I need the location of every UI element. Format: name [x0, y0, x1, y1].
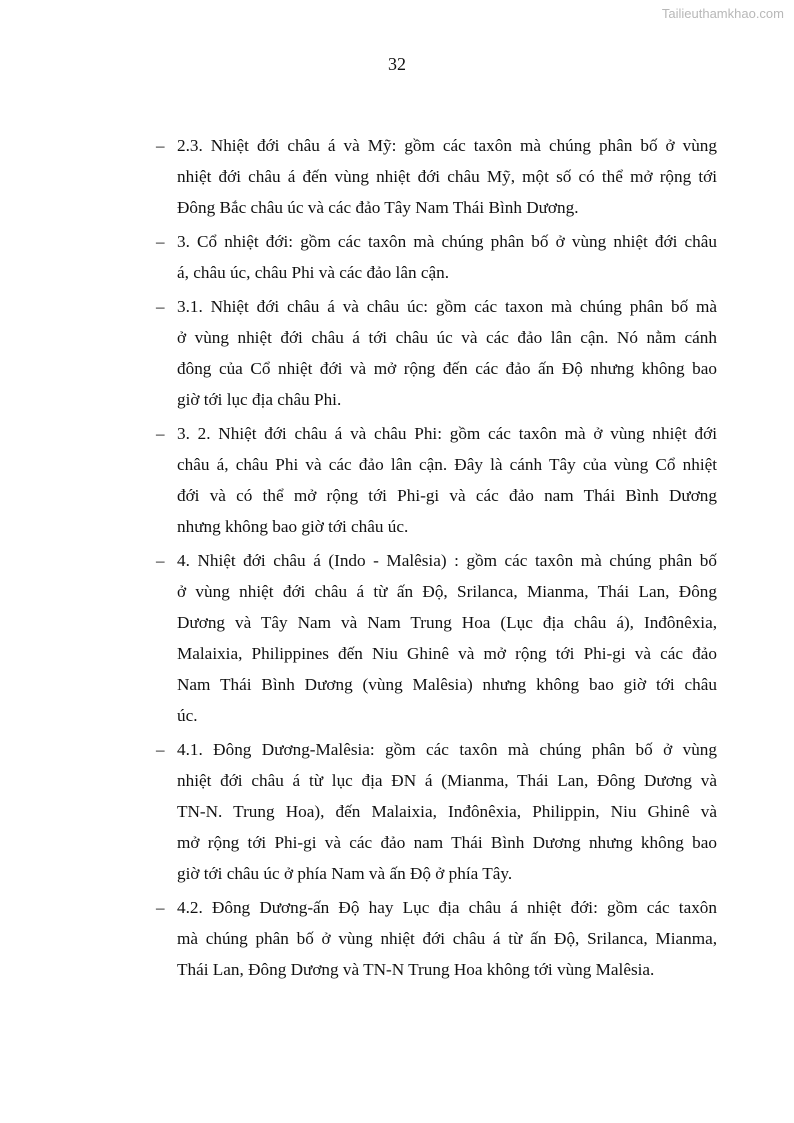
list-item	[156, 545, 717, 731]
text-line: Thái Lan, Đông Dương và TN-N Trung Hoa không tới vùng Malêsia.	[177, 960, 655, 979]
text-line: TN-N. Trung Hoa), đến Malaixia, Inđônêxia, Philippin, Niu Ghinê và	[177, 802, 717, 821]
text-line: 2.3. Nhiệt đới châu á và Mỹ: gồm các taxôn mà chúng phân bố ở vùng	[177, 136, 717, 155]
document-body	[156, 130, 717, 988]
bullet-dash: –	[156, 740, 165, 759]
text-line: Đông Bắc châu úc và các đảo Tây Nam Thái Bình Dương.	[177, 198, 579, 217]
text-line: châu á, châu Phi và các đảo lân cận. Đây là cánh Tây của vùng Cổ nhiệt	[177, 455, 717, 474]
bullet-dash: –	[156, 232, 165, 251]
text-line: úc.	[177, 706, 198, 725]
text-line: á, châu úc, châu Phi và các đảo lân cận.	[177, 263, 450, 282]
list-item	[156, 734, 717, 889]
page-number: 32	[388, 54, 406, 74]
text-line: 3. 2. Nhiệt đới châu á và châu Phi: gồm các taxôn mà ở vùng nhiệt đới	[177, 424, 717, 443]
watermark: Tailieuthamkhao.com	[661, 6, 784, 21]
text-line: mà chúng phân bố ở vùng nhiệt đới châu á từ ấn Độ, Srilanca, Mianma,	[177, 929, 717, 948]
text-line: 3. Cổ nhiệt đới: gồm các taxôn mà chúng phân bố ở vùng nhiệt đới châu	[177, 232, 717, 251]
text-line: nhiệt đới châu á từ lục địa ĐN á (Mianma, Thái Lan, Đông Dương và	[177, 771, 717, 790]
text-line: 3.1. Nhiệt đới châu á và châu úc: gồm các taxon mà chúng phân bố mà	[177, 297, 717, 316]
bullet-dash: –	[156, 136, 165, 155]
text-line: nhiệt đới châu á đến vùng nhiệt đới châu Mỹ, một số có thể mở rộng tới	[177, 167, 717, 186]
text-line: 4.1. Đông Dương-Malêsia: gồm các taxôn mà chúng phân bố ở vùng	[177, 740, 717, 759]
text-line: mở rộng tới Phi-gi và các đảo nam Thái Bình Dương nhưng không bao	[177, 833, 717, 852]
list-item	[156, 418, 717, 542]
bullet-dash: –	[156, 898, 165, 917]
text-line: ở vùng nhiệt đới châu á từ ấn Độ, Srilanca, Mianma, Thái Lan, Đông	[177, 582, 717, 601]
text-line: 4.2. Đông Dương-ấn Độ hay Lục địa châu á nhiệt đới: gồm các taxôn	[177, 898, 717, 917]
list-item	[156, 291, 717, 415]
text-line: Nam Thái Bình Dương (vùng Malêsia) nhưng không bao giờ tới châu	[177, 675, 717, 694]
text-line: nhưng không bao giờ tới châu úc.	[177, 517, 409, 536]
text-line: giờ tới lục địa châu Phi.	[177, 390, 342, 409]
bullet-dash: –	[156, 424, 165, 443]
text-line: đông của Cổ nhiệt đới và mở rộng đến các đảo ấn Độ nhưng không bao	[177, 359, 717, 378]
text-line: đới và có thể mở rộng tới Phi-gi và các đảo nam Thái Bình Dương	[177, 486, 717, 505]
text-line: giờ tới châu úc ở phía Nam và ấn Độ ở phía Tây.	[177, 864, 513, 883]
text-line: 4. Nhiệt đới châu á (Indo - Malêsia) : gồm các taxôn mà chúng phân bố	[177, 551, 717, 570]
bullet-dash: –	[156, 297, 165, 316]
text-line: Malaixia, Philippines đến Niu Ghinê và mở rộng tới Phi-gi và các đảo	[177, 644, 717, 663]
list-item	[156, 892, 717, 985]
text-line: ở vùng nhiệt đới châu á tới châu úc và các đảo lân cận. Nó nằm cánh	[177, 328, 717, 347]
text-line: Dương và Tây Nam và Nam Trung Hoa (Lục địa châu á), Inđônêxia,	[177, 613, 717, 632]
list-item	[156, 130, 717, 223]
bullet-dash: –	[156, 551, 165, 570]
list-item	[156, 226, 717, 288]
